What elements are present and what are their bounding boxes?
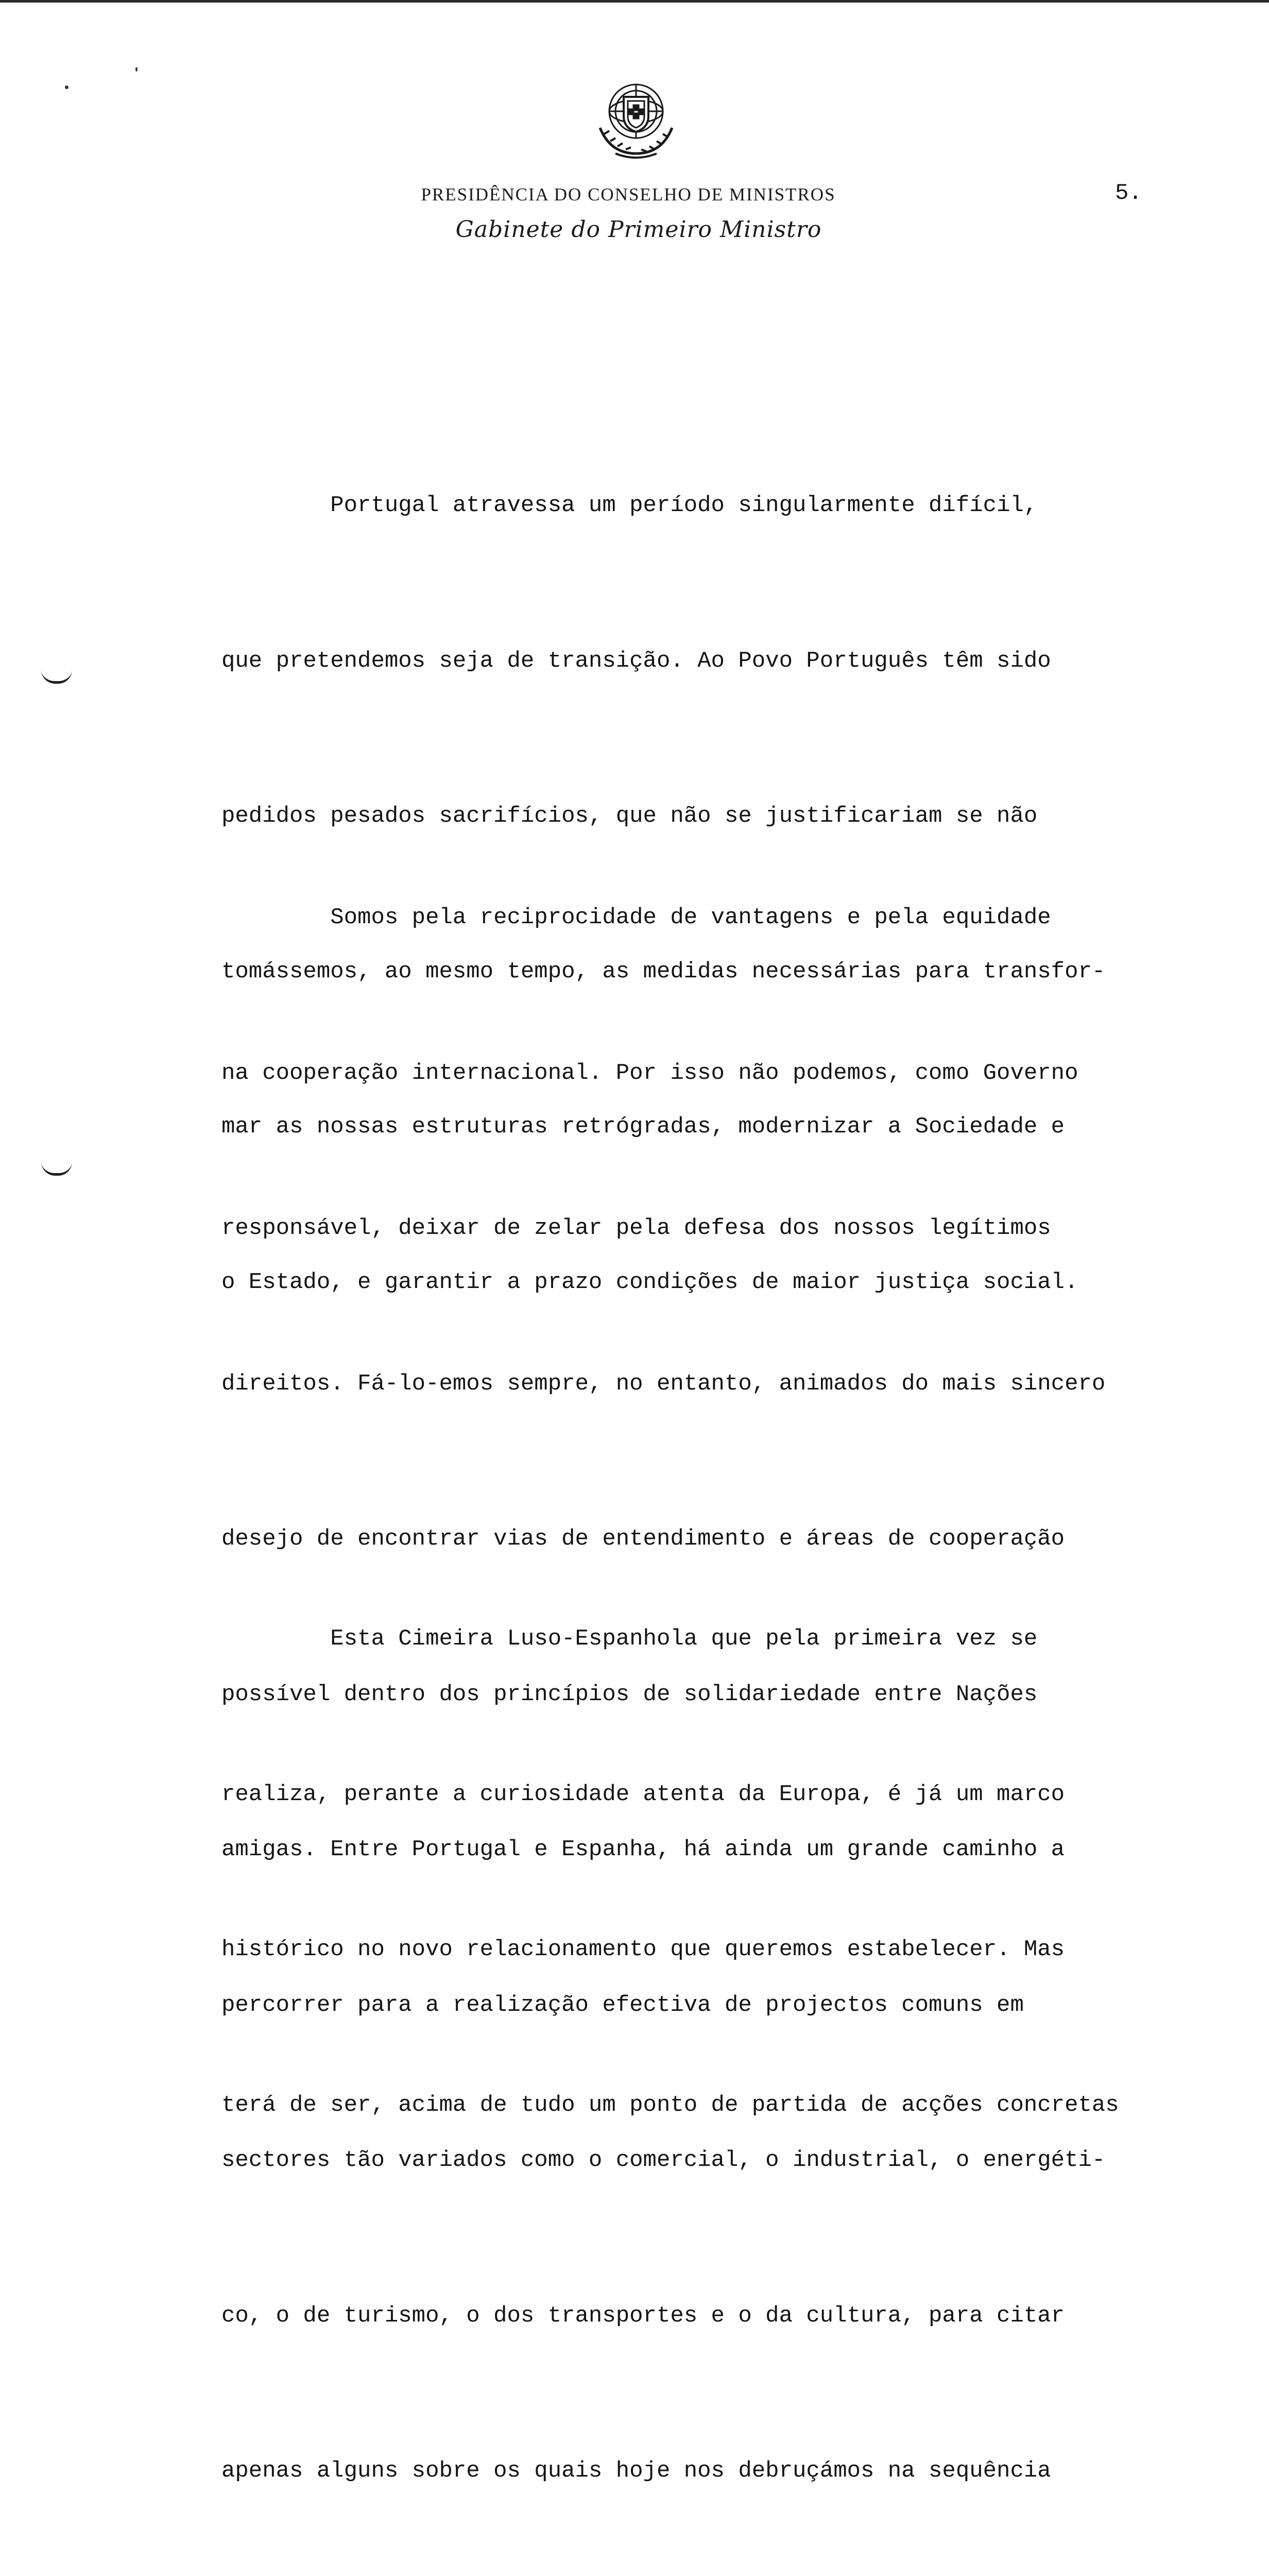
header-subtitle: Gabinete do Primeiro Ministro — [455, 216, 822, 243]
text-line: desejo de encontrar vias de entendimento e áreas de cooperação — [221, 1526, 1065, 1552]
text-line: o Estado, e garantir a prazo condições de maior justiça social. — [221, 1269, 1078, 1295]
text-line: na cooperação internacional. Por isso não podemos, como Governo — [221, 1060, 1078, 1086]
text-line: Somos pela reciprocidade de vantagens e pela equidade — [221, 905, 1051, 930]
top-edge-rule — [0, 0, 1269, 3]
punch-hole-mark — [41, 1162, 72, 1176]
text-line: que pretendemos seja de transição. Ao Povo Português têm sido — [221, 648, 1051, 674]
text-line: co, o de turismo, o dos transportes e o da cultura, para citar — [221, 2302, 1065, 2329]
portuguese-coat-of-arms-icon — [590, 76, 682, 164]
text-line: Esta Cimeira Luso-Espanhola que pela primeira vez se — [221, 1626, 1038, 1652]
text-line: Portugal atravessa um período singularmente difícil, — [221, 493, 1038, 518]
text-line: responsável, deixar de zelar pela defesa dos nossos legítimos — [221, 1215, 1051, 1241]
text-line: apenas alguns sobre os quais hoje nos debruçámos na sequência — [221, 2458, 1051, 2484]
scan-speck — [135, 67, 138, 72]
text-line: sectores tão variados como o comercial, o industrial, o energéti- — [221, 2147, 1106, 2173]
text-line: possível dentro dos princípios de solidariedade entre Nações — [221, 1681, 1038, 1707]
text-line: terá de ser, acima de tudo um ponto de partida de acções concretas — [221, 2092, 1119, 2118]
page-number: 5. — [1115, 180, 1142, 206]
text-line: amigas. Entre Portugal e Espanha, há ainda um grande caminho a — [221, 1837, 1065, 1862]
text-line: percorrer para a realização efectiva de projectos comuns em — [221, 1992, 1024, 2018]
text-line: tomássemos, ao mesmo tempo, as medidas necessárias para transfor- — [221, 958, 1106, 985]
text-line: mar as nossas estruturas retrógradas, modernizar a Sociedade e — [221, 1114, 1065, 1140]
text-line: direitos. Fá-lo-emos sempre, no entanto, animados do mais sincero — [221, 1370, 1106, 1397]
text-line: pedidos pesados sacrifícios, que não se justificariam se não — [221, 803, 1038, 829]
text-line: realiza, perante a curiosidade atenta da Europa, é já um marco — [221, 1781, 1065, 1807]
punch-hole-mark — [41, 670, 72, 684]
paragraph-3 — [221, 1510, 1231, 2183]
scan-speck — [65, 86, 68, 89]
text-line: histórico no novo relacionamento que queremos estabelecer. Mas — [221, 1937, 1065, 1962]
header-title: PRESIDÊNCIA DO CONSELHO DE MINISTROS — [421, 184, 836, 205]
